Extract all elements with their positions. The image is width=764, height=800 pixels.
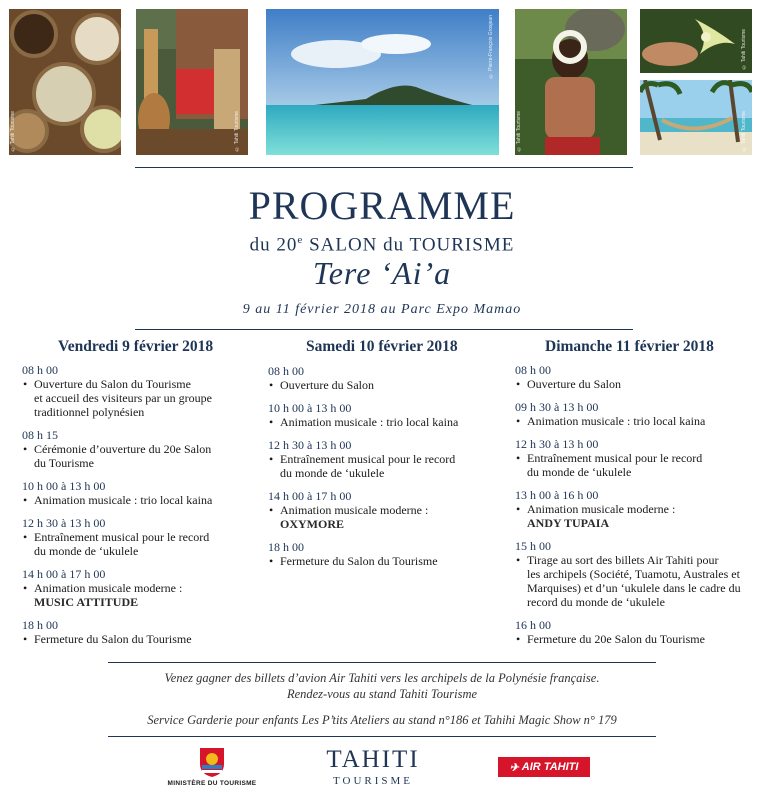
event-time: 12 h 30 à 13 h 00 [515, 437, 599, 451]
photo-credit: © Tahiti Tourisme [516, 111, 522, 152]
event-time: 14 h 00 à 17 h 00 [22, 567, 106, 581]
event-description-continued: les archipels (Société, Tuamotu, Australes et [527, 567, 740, 581]
event-time: 10 h 00 à 13 h 00 [22, 479, 106, 493]
day-heading: Samedi 10 février 2018 [306, 338, 458, 355]
stand-line: Rendez-vous au stand Tahiti Tourisme [286, 687, 478, 701]
photo-ukulele-player [136, 9, 248, 155]
event-description: • Animation musicale moderne : [515, 502, 760, 516]
event-time: 13 h 00 à 16 h 00 [515, 488, 599, 502]
event-description-continued: Marquises) et d’un ‘ukulele dans le cadre du [527, 581, 741, 595]
schedule-event [22, 428, 252, 470]
event-time: 08 h 00 [268, 364, 304, 378]
event-description: • Ouverture du Salon [515, 377, 760, 391]
schedule-event [268, 401, 500, 429]
event-name: Tere ‘Ai’a [312, 255, 452, 291]
event-time: 15 h 00 [515, 539, 551, 553]
event-time: 16 h 00 [515, 618, 551, 632]
header-divider [135, 167, 633, 168]
photo-coffee-beans [9, 9, 121, 155]
event-dates: 9 au 11 février 2018 au Parc Expo Mamao [242, 302, 522, 317]
day-column-saturday [268, 340, 500, 577]
event-time: 14 h 00 à 17 h 00 [268, 489, 352, 503]
event-description-continued: du monde de ‘ukulele [34, 544, 139, 558]
event-description: • Animation musicale : trio local kaina [515, 414, 760, 428]
event-time: 18 h 00 [268, 540, 304, 554]
event-list [22, 363, 252, 646]
photo-vanilla [640, 9, 752, 73]
ministry-label: MINISTÈRE DU TOURISME [167, 780, 257, 787]
event-description: • Entraînement musical pour le record [268, 452, 500, 466]
photo-credit: © Tahiti Tourisme [10, 111, 16, 152]
event-description-continued: du monde de ‘ukulele [527, 465, 632, 479]
childcare-info: Service Garderie pour enfants Les P’tits Ateliers au stand n°186 et Tahihi Magic Show n° 179 [147, 713, 617, 727]
schedule-event [268, 438, 500, 480]
photo-credit: © Pierre-François Grosjean [488, 15, 494, 79]
photo-credit: © Tahiti Tourisme [741, 29, 747, 70]
schedule-event [268, 489, 500, 531]
schedule-divider [135, 329, 633, 330]
photo-hammock-beach [640, 80, 752, 155]
photo-credit: © Tahiti Tourisme [234, 111, 240, 152]
schedule-event [22, 618, 252, 646]
event-description: • Ouverture du Salon du Tourisme [22, 377, 252, 391]
photo-dancer [515, 9, 627, 155]
event-description: • Animation musicale : trio local kaina [22, 493, 252, 507]
contest-line: Venez gagner des billets d’avion Air Tahiti vers les archipels de la Polynésie française. [164, 671, 600, 685]
event-description: • Tirage au sort des billets Air Tahiti pour [515, 553, 760, 567]
event-time: 12 h 30 à 13 h 00 [268, 438, 352, 452]
tahiti-tourisme-sub: TOURISME [332, 775, 414, 787]
schedule-event [22, 363, 252, 419]
event-description: • Ouverture du Salon [268, 378, 500, 392]
event-description: • Animation musicale : trio local kaina [268, 415, 500, 429]
schedule-event [22, 479, 252, 507]
event-description-continued: du Tourisme [34, 456, 94, 470]
event-time: 08 h 15 [22, 428, 58, 442]
day-column-friday [22, 340, 252, 655]
salon-subtitle: du 20e SALON du TOURISME [249, 234, 515, 256]
event-list [515, 363, 760, 646]
event-time: 10 h 00 à 13 h 00 [268, 401, 352, 415]
footer-divider-bottom [108, 736, 656, 737]
air-tahiti-logo [498, 757, 590, 777]
event-time: 12 h 30 à 13 h 00 [22, 516, 106, 530]
event-description: • Entraînement musical pour le record [515, 451, 760, 465]
programme-title: PROGRAMME [248, 183, 516, 228]
event-description: • Animation musicale moderne : [268, 503, 500, 517]
event-time: 09 h 30 à 13 h 00 [515, 400, 599, 414]
event-description-continued: du monde de ‘ukulele [280, 466, 385, 480]
footer-divider-top [108, 662, 656, 663]
schedule-event [22, 567, 252, 609]
photo-credit: © Tahiti Tourisme [741, 111, 747, 152]
event-description: • Fermeture du 20e Salon du Tourisme [515, 632, 760, 646]
event-time: 08 h 00 [22, 363, 58, 377]
photo-lagoon-island [266, 9, 499, 155]
event-description: • Cérémonie d’ouverture du 20e Salon [22, 442, 252, 456]
day-column-sunday [515, 340, 760, 655]
event-description-continued: traditionnel polynésien [34, 405, 145, 419]
tahiti-tourisme-logo: TAHITI [326, 746, 420, 773]
schedule-event [515, 539, 760, 609]
event-time: 08 h 00 [515, 363, 551, 377]
event-description-continued: OXYMORE [280, 517, 344, 531]
day-heading: Dimanche 11 février 2018 [545, 338, 714, 355]
event-description-continued: ANDY TUPAIA [527, 516, 610, 530]
event-description: • Animation musicale moderne : [22, 581, 252, 595]
contest-info [0, 670, 764, 702]
event-description-continued: et accueil des visiteurs par un groupe [34, 391, 212, 405]
schedule-event [22, 516, 252, 558]
event-description-continued: MUSIC ATTITUDE [34, 595, 139, 609]
event-description: • Entraînement musical pour le record [22, 530, 252, 544]
schedule-event [515, 618, 760, 646]
day-heading: Vendredi 9 février 2018 [58, 338, 214, 355]
event-description: • Fermeture du Salon du Tourisme [22, 632, 252, 646]
air-tahiti-label: AIR TAHITI [521, 761, 579, 773]
schedule-event [268, 364, 500, 392]
event-list [268, 364, 500, 568]
event-description-continued: record du monde de ‘ukulele [527, 595, 665, 609]
schedule-event [515, 437, 760, 479]
ministry-logo [198, 746, 226, 778]
event-time: 18 h 00 [22, 618, 58, 632]
schedule-event [515, 363, 760, 391]
schedule-event [515, 400, 760, 428]
air-tahiti-bird-icon: ✈ [509, 761, 519, 774]
schedule-event [515, 488, 760, 530]
event-description: • Fermeture du Salon du Tourisme [268, 554, 500, 568]
schedule-event [268, 540, 500, 568]
